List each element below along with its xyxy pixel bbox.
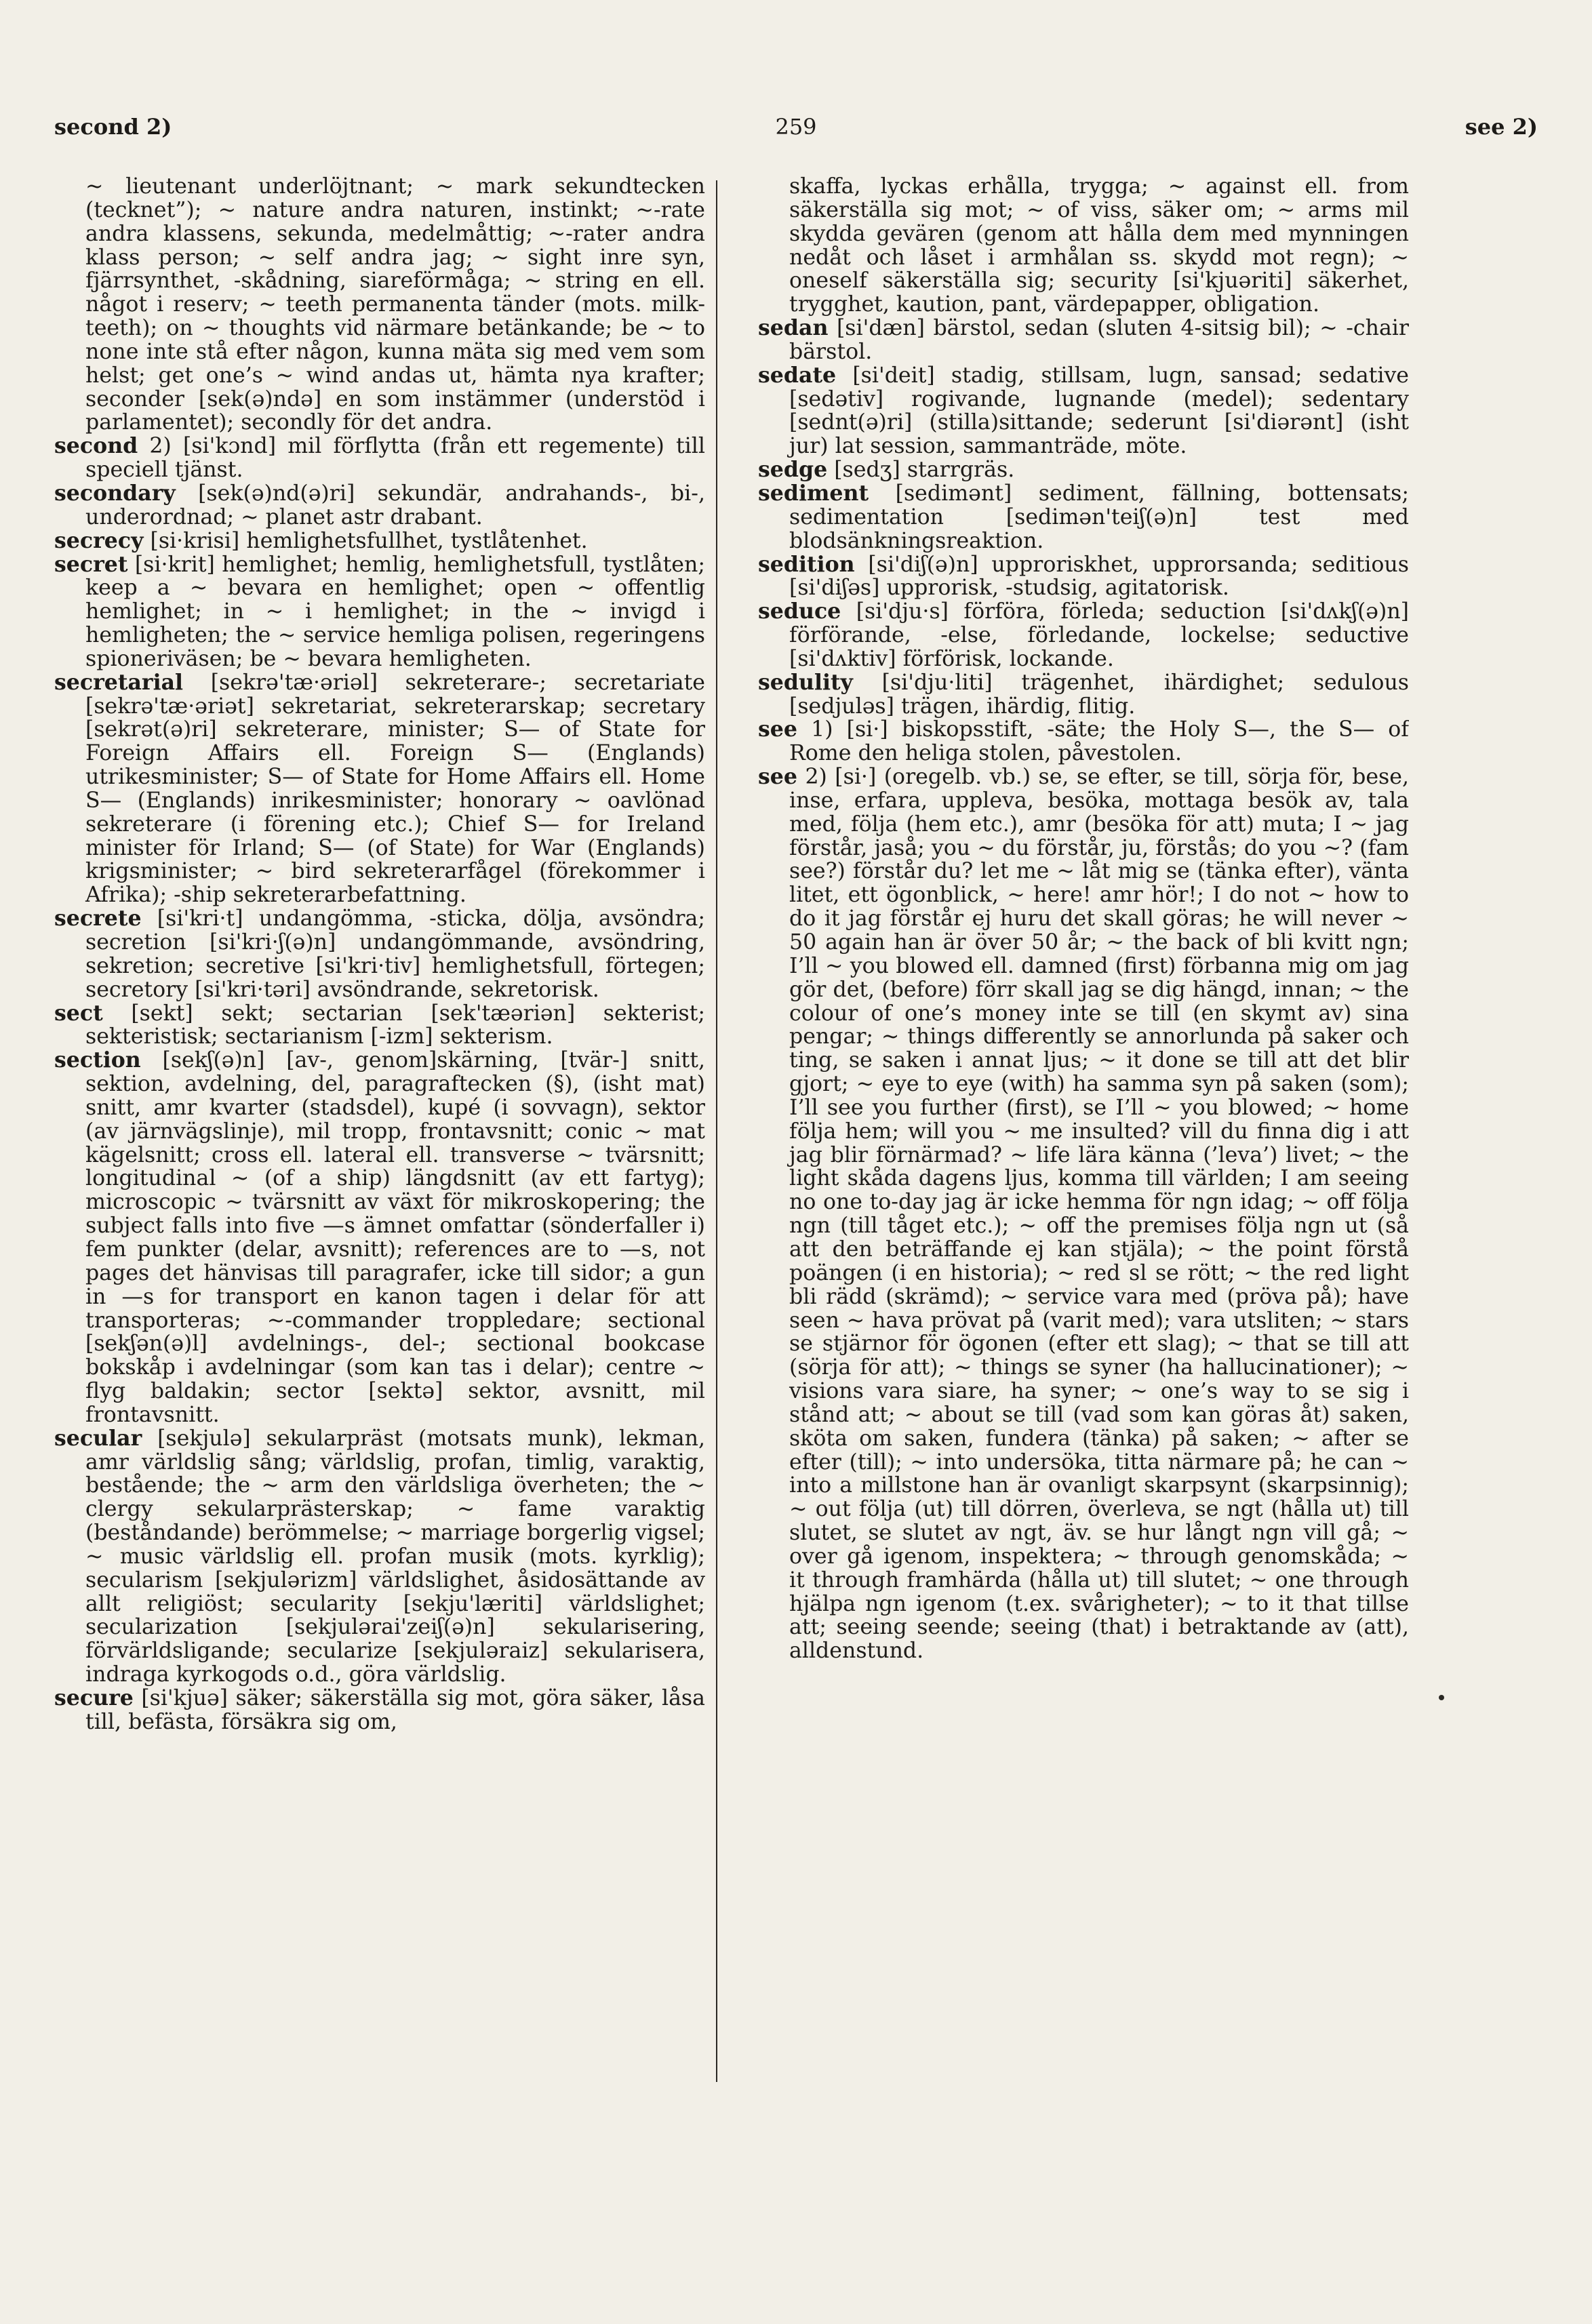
entry-headword: section <box>54 1047 141 1073</box>
entry-headword: see <box>758 764 797 790</box>
entry-headword: sedan <box>758 315 829 341</box>
entry-text: [si'kri·t] undangömma, -sticka, dölja, avsöndra; secretion [si'kri·ʃ(ə)n] undangömmande, avsöndring, sekretion; secretive [si'kri·tiv] hemlighetsfull, förtegen; secretory [si'kri·təri] avsöndrande, sekretorisk. <box>85 906 705 1002</box>
entry-headword: secular <box>54 1425 142 1451</box>
entry-text: ~ lieutenant underlöjtnant; ~ mark sekundtecken (tecknet”); ~ nature andra naturen, instinkt; ~-rate andra klassens, sekunda, medelmåttig; ~-rater andra klass person; ~ self andra jag; ~ sight inre syn, fjärrsynthet, -skådning, siareförmåga; ~ string en ell. något i reserv; ~ teeth permanenta tänder (mots. milk-teeth); on ~ thoughts vid närmare betänkande; be ~ to none inte stå efter någon, kunna mäta sig med vem som helst; get one’s ~ wind andas ut, hämta nya krafter; seconder [sek(ə)ndə] en som instämmer (understöd i parlamentet); secondly för det andra. <box>85 175 705 435</box>
entry-text: 1) [si·] biskopsstift, -säte; the Holy S—, the S— of Rome den heliga stolen, påvestolen. <box>789 717 1409 766</box>
running-head <box>54 114 1538 148</box>
dictionary-entry <box>758 600 1409 671</box>
entry-text: [si·krisi] hemlighetsfullhet, tystlåtenhet. <box>150 528 588 553</box>
dictionary-entry <box>758 317 1409 364</box>
entry-text: [sedʒ] starrgräs. <box>834 458 1015 483</box>
entry-text: [sekrə'tæ·əriəl] sekreterare-; secretariate [sekrə'tæ·əriət] sekretariat, sekreterarskap; secretary [sekrət(ə)ri] sekreterare, minister; S— of State for Foreign Affairs ell. Foreign S— (Englands) utrikesminister; S— of State for Home Affairs ell. Home S— (Englands) inrikesminister; honorary ~ oavlönad sekreterare (i förening etc.); Chief S— for Ireland minister för Irland; S— (of State) for War (Englands) krigsminister; ~ bird sekreterarfågel (förekommer i Afrika); -ship sekreterarbefattning. <box>85 670 705 908</box>
dictionary-entry <box>758 364 1409 458</box>
dictionary-entry <box>758 175 1409 317</box>
entry-headword: secret <box>54 551 128 577</box>
entry-headword: see <box>758 717 797 742</box>
dictionary-entry <box>54 671 705 907</box>
dictionary-entry <box>54 1427 705 1687</box>
entry-text: [sekjulə] sekularpräst (motsats munk), lekman, amr världslig sång; världslig, profan, timlig, varaktig, bestående; the ~ arm den världsliga överheten; the ~ clergy sekularprästerskap; ~ fame varaktig (beståndande) berömmelse; ~ marriage borgerlig vigsel; ~ music världslig ell. profan musik (mots. kyrklig); secularism [sekjulərizm] världslighet, åsidosättande av allt religiöst; secularity [sekju'læriti] världslighet; secularization [sekjulərai'zeiʃ(ə)n] sekularisering, förvärldsligande; secularize [sekjuləraiz] sekularisera, indraga kyrkogods o.d., göra världslig. <box>85 1426 705 1687</box>
dictionary-entry <box>758 671 1409 719</box>
left-column <box>54 175 705 2243</box>
entry-text: [si'dæn] bärstol, sedan (sluten 4-sitsig bil); ~ -chair bärstol. <box>789 316 1409 364</box>
entry-headword: sedate <box>758 362 837 388</box>
dictionary-entry <box>54 1049 705 1427</box>
entry-text: [si'deit] stadig, stillsam, lugn, sansad; sedative [sedətiv] rogivande, lugnande (medel); sedentary [sednt(ə)ri] (stilla)sittande; sederunt [si'diərənt] (isht jur) lat session, sammanträde, möte. <box>789 363 1409 459</box>
dictionary-entry <box>758 765 1409 1663</box>
entry-text: [sekʃ(ə)n] [av-, genom]skärning, [tvär-] snitt, sektion, avdelning, del, paragraftecken (§), (isht mat) snitt, amr kvarter (stadsdel), kupé (i sovvagn), sektor (av järnvägslinje), mil tropp, frontavsnitt; conic ~ mat kägelsnitt; cross ell. lateral ell. transverse ~ tvärsnitt; longitudinal ~ (of a ship) längdsnitt (av ett fartyg); microscopic ~ tvärsnitt av växt för mikroskopering; the subject falls into five —s ämnet omfattar (sönderfaller i) fem punkter (delar, avsnitt); references are to —s, not pages det hänvisas till paragrafer, icke till sidor; a gun in —s for transport en kanon tagen i delar för att transporteras; ~-commander troppledare; sectional [sekʃən(ə)l] avdelnings-, del-; sectional bookcase bokskåp i avdelningar (som kan tas i delar); centre ~ flyg baldakin; sector [sektə] sektor, avsnitt, mil frontavsnitt. <box>85 1048 705 1427</box>
entry-text: skaffa, lyckas erhålla, trygga; ~ against ell. from säkerställa sig mot; ~ of viss, säker om; ~ arms mil skydda gevären (genom att hålla dem med mynningen nedåt och låset i armhålan ss. skydd mot regn); ~ oneself säkerställa sig; security [si'kjuəriti] säkerhet, trygghet, kaution, pant, värdepapper, obligation. <box>789 175 1409 317</box>
entry-headword: secrecy <box>54 527 144 553</box>
entry-text: [si'diʃ(ə)n] upproriskhet, upprorsanda; seditious [si'diʃəs] upprorisk, -studsig, agitatorisk. <box>789 552 1409 601</box>
entry-headword: sedge <box>758 457 828 483</box>
entry-text: 2) [si·] (oregelb. vb.) se, se efter, se till, sörja för, bese, inse, erfara, uppleva, besöka, mottaga besök av, tala med, följa (hem etc.), amr (besöka för att) muta; I ~ jag förstår, jaså; you ~ du förstår, ju, förstås; do you ~? (fam see?) förstår du? let me ~ låt mig se (tänka efter), vänta litet, ett ögonblick, ~ here! amr hör!; I do not ~ how to do it jag förstår ej huru det skall göras; he will never ~ 50 again han är över 50 år; ~ the back of bli kvitt ngn; I’ll ~ you blowed ell. damned (first) förbanna mig om jag gör det, (before) förr skall jag se dig hängd, innan; ~ the colour of one’s money inte se till (en skymt av) sina pengar; ~ things differently se annorlunda på saker och ting, se saken i annat ljus; ~ it done se till att det blir gjort; ~ eye to eye (with) ha samma syn på saken (som); I’ll see you further (first), se I’ll ~ you blowed; ~ home följa hem; will you ~ me insulted? vill du finna dig i att jag blir förnärmad? ~ life lära känna (’leva’) livet; ~ the light skåda dagens ljus, komma till världen; I am seeing no one to-day jag är icke hemma för ngn idag; ~ off följa ngn (till tåget etc.); ~ off the premises följa ngn ut (så att den beträffande ej kan stjäla); ~ the point förstå poängen (i en historia); ~ red sl se rött; ~ the red light bli rädd (skrämd); ~ service vara med (pröva på); have seen ~ hava prövat på (varit med); vara utsliten; ~ stars se stjärnor för ögonen (efter ett slag); ~ that se till att (sörja för att); ~ things se syner (ha hallucinationer); ~ visions vara siare, ha syner; ~ one’s way to se sig i stånd att; ~ about se till (vad som kan göras åt) saken, sköta om saken, fundera (tänka) på saken; ~ after se efter (till); ~ into undersöka, titta närmare på; he can ~ into a millstone han är ovanligt skarpsynt (skarpsinnig); ~ out följa (ut) till dörren, överleva, se ngt (hålla ut) till slutet, se slutet av ngt, äv. se hur långt ngn vill gå; ~ over gå igenom, inspektera; ~ through genomskåda; ~ it through framhärda (hålla ut) till slutet; ~ one through hjälpa ngn igenom (t.ex. svårigheter); ~ to it that tillse att; seeing seende; seeing (that) i betraktande av (att), alldenstund. <box>789 765 1409 1664</box>
dictionary-entry <box>758 718 1409 765</box>
dictionary-entry <box>54 529 705 553</box>
entry-headword: secrete <box>54 906 142 931</box>
entry-text: [si'dju·s] förföra, förleda; seduction [si'dʌkʃ(ə)n] förförande, -else, förledande, lockelse; seductive [si'dʌktiv] förförisk, lockande. <box>789 599 1409 671</box>
entry-headword: sedition <box>758 551 855 577</box>
entry-text: 2) [si'kɔnd] mil förflytta (från ett regemente) till speciell tjänst. <box>85 434 705 483</box>
guide-word-last: see 2) <box>1465 114 1538 140</box>
entry-headword: secretarial <box>54 669 184 695</box>
entry-text: [sekt] sekt; sectarian [sek'tæəriən] sekterist; sekteristisk; sectarianism [-izm] sekterism. <box>85 1001 705 1049</box>
dictionary-entry <box>54 175 705 435</box>
guide-word-first: second 2) <box>54 114 172 140</box>
dictionary-entry <box>54 482 705 529</box>
dictionary-entry <box>54 1002 705 1049</box>
dictionary-entry <box>54 907 705 1001</box>
entry-headword: second <box>54 433 138 459</box>
entry-headword: sect <box>54 1000 103 1026</box>
dictionary-entry <box>54 553 705 671</box>
entry-headword: secure <box>54 1685 134 1710</box>
dictionary-entry <box>758 482 1409 553</box>
entry-text: [sedimənt] sediment, fällning, bottensats; sedimentation [sedimən'teiʃ(ə)n] test med blodsänkningsreaktion. <box>789 481 1409 553</box>
entry-text: [sek(ə)nd(ə)ri] sekundär, andrahands-, bi-, underordnad; ~ planet astr drabant. <box>85 481 705 529</box>
entry-text: [si'dju·liti] trägenhet, ihärdighet; sedulous [sedjuləs] trägen, ihärdig, flitig. <box>789 670 1409 719</box>
dictionary-entry <box>758 553 1409 601</box>
page-number: 259 <box>775 114 817 140</box>
entry-headword: sediment <box>758 480 869 506</box>
entry-headword: seduce <box>758 599 841 624</box>
entry-headword: secondary <box>54 480 176 506</box>
dictionary-entry <box>54 435 705 482</box>
dictionary-entry <box>54 1687 705 1734</box>
entry-text: [si'kjuə] säker; säkerställa sig mot, göra säker, låsa till, befästa, försäkra sig om, <box>85 1686 705 1734</box>
entry-text: [si·krit] hemlighet; hemlig, hemlighetsfull, tystlåten; keep a ~ bevara en hemlighet; open ~ offentlig hemlighet; in ~ i hemlighet; in the ~ invigd i hemligheten; the ~ service hemliga polisen, regeringens spioneriväsen; be ~ bevara hemligheten. <box>85 552 705 671</box>
print-mark <box>1439 1695 1444 1700</box>
entry-headword: sedulity <box>758 669 853 695</box>
right-column <box>758 175 1409 2243</box>
column-divider <box>716 180 717 2082</box>
dictionary-entry <box>758 458 1409 482</box>
